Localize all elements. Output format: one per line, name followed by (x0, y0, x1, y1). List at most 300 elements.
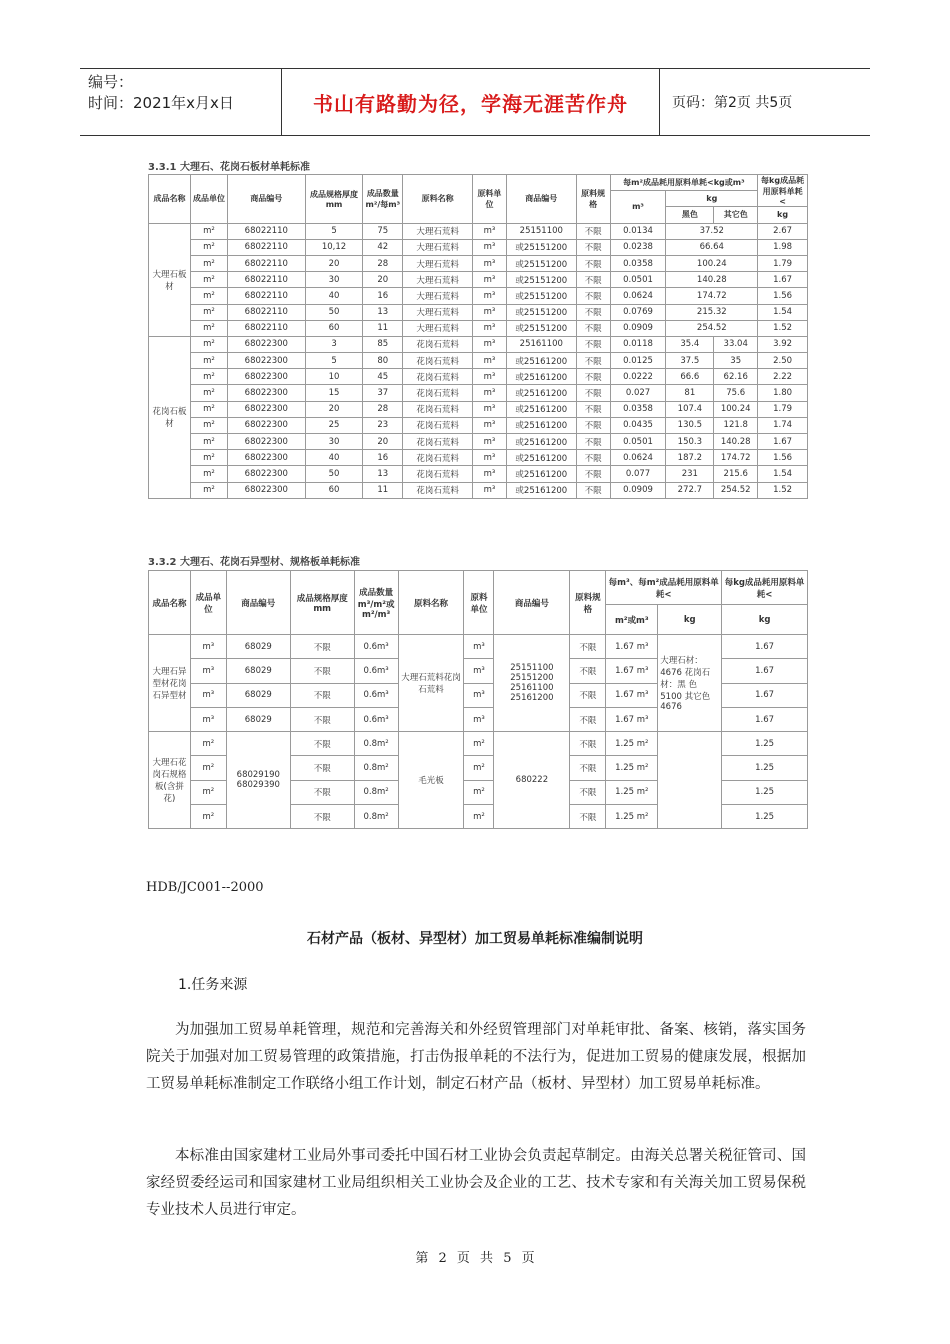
table1-cell: 或25161200 (506, 369, 576, 385)
table1-cell: 花岗石荒料 (403, 353, 473, 369)
table1-cell: 不限 (576, 255, 610, 271)
table1-cell: m² (190, 417, 227, 433)
table2-cell: 不限 (290, 659, 354, 683)
table1-cell: 40 (305, 450, 363, 466)
table1-cell: m³ (473, 272, 507, 288)
th-other: 其它色 (714, 207, 758, 223)
table1-cell: m² (190, 320, 227, 336)
table2-cell: m² (190, 756, 226, 780)
table1-cell: 大理石荒料 (403, 288, 473, 304)
table1-cell: 81 (666, 385, 714, 401)
table1-cell: m³ (473, 450, 507, 466)
table1-cell: 或25161200 (506, 385, 576, 401)
th2-product-unit: 成品单位 (190, 571, 226, 635)
table2-cell: m³ (464, 659, 494, 683)
table1-cell: 0.0769 (610, 304, 666, 320)
table1-cell: 不限 (576, 353, 610, 369)
table1-cell: 不限 (576, 239, 610, 255)
table1 (148, 174, 808, 499)
table1-cell: m³ (473, 417, 507, 433)
table1-cell: 60 (305, 320, 363, 336)
table1-cell: m³ (473, 466, 507, 482)
table1-cell: 不限 (576, 385, 610, 401)
table1-cell: 花岗石荒料 (403, 336, 473, 352)
table1-cell: 2.22 (758, 369, 808, 385)
table1-cell: 5 (305, 223, 363, 239)
table1-cell: m² (190, 466, 227, 482)
table1-cell: 68022110 (227, 239, 305, 255)
table2-material-codes: 25151100 25151200 25161100 25161200 (494, 635, 570, 732)
table1-cell: 0.0134 (610, 223, 666, 239)
table1-cell: 35.4 (666, 336, 714, 352)
table1-cell: 13 (363, 466, 403, 482)
th2-material-name: 原料名称 (398, 571, 464, 635)
table1-cell: m² (190, 401, 227, 417)
table1-cell: 62.16 (714, 369, 758, 385)
table1-cell: m³ (473, 336, 507, 352)
th-thickness: 成品规格厚度mm (305, 175, 363, 224)
table1-cell: 大理石荒料 (403, 304, 473, 320)
table1-cell: 不限 (576, 369, 610, 385)
table1-cell: 23 (363, 417, 403, 433)
table2-cell: 不限 (290, 805, 354, 829)
table1-cell: m² (190, 434, 227, 450)
table1-cell: 0.0435 (610, 417, 666, 433)
table1-cell: 150.3 (666, 434, 714, 450)
th-material-name: 原料名称 (403, 175, 473, 224)
table2-cell: 不限 (570, 756, 606, 780)
table1-cell: 13 (363, 304, 403, 320)
table1-row (149, 417, 808, 433)
table2-kg-empty (658, 732, 722, 829)
table1-cell: 45 (363, 369, 403, 385)
table2-cell: 1.25 (722, 756, 808, 780)
th-kg2: kg (758, 207, 808, 223)
table1-cell: 1.98 (758, 239, 808, 255)
table2-cell: 不限 (290, 635, 354, 659)
table1-cell: 0.0125 (610, 353, 666, 369)
table1-cell: 不限 (576, 223, 610, 239)
table1-cell: 花岗石荒料 (403, 401, 473, 417)
table1-cell: m³ (473, 482, 507, 498)
table1-cell: 或25151200 (506, 239, 576, 255)
time-label: 时间：2021年x月x日 (88, 94, 234, 112)
th-product-name: 成品名称 (149, 175, 191, 224)
table1-cell: 50 (305, 466, 363, 482)
table2-cell: 不限 (570, 683, 606, 707)
table2-cell: 1.25 m² (606, 732, 658, 756)
table1-cell: m² (190, 353, 227, 369)
table1-cell: 0.0909 (610, 482, 666, 498)
th-consumption-group: 每m²成品耗用原料单耗<kg或m³ (610, 175, 758, 191)
table1-cell: 174.72 (714, 450, 758, 466)
th-quantity: 成品数量m²/每m³ (363, 175, 403, 224)
table1-cell: 0.0222 (610, 369, 666, 385)
table1-group-label: 花岗石板材 (149, 336, 191, 498)
table1-cell: 25 (305, 417, 363, 433)
table1-cell: m² (190, 385, 227, 401)
th2-product-name: 成品名称 (149, 571, 191, 635)
table1-cell: 大理石荒料 (403, 320, 473, 336)
table1-cell: 215.6 (714, 466, 758, 482)
table1-cell: 187.2 (666, 450, 714, 466)
table2-cell: 1.67 m³ (606, 659, 658, 683)
th-material-code: 商品编号 (506, 175, 576, 224)
table1-cell: 0.0501 (610, 434, 666, 450)
table2-cell: 1.25 m² (606, 756, 658, 780)
table1-cell: 68022110 (227, 223, 305, 239)
table1-cell: 100.24 (714, 401, 758, 417)
table2-cell: 不限 (290, 683, 354, 707)
table1-cell: 3 (305, 336, 363, 352)
th-black: 黑色 (666, 207, 714, 223)
table2-cell: m² (464, 805, 494, 829)
th-material-unit: 原料单位 (473, 175, 507, 224)
table1-cell: 75.6 (714, 385, 758, 401)
table1-cell: 0.0501 (610, 272, 666, 288)
table1-caption: 3.3.1 大理石、花岗石板材单耗标准 (148, 162, 310, 173)
table1-cell: m³ (473, 223, 507, 239)
table1-cell: 25161100 (506, 336, 576, 352)
th2-quantity: 成品数量m³/m²或m²/m³ (354, 571, 398, 635)
table1-cell: m³ (473, 369, 507, 385)
table1-cell: 130.5 (666, 417, 714, 433)
table1-row (149, 223, 808, 239)
table1-row (149, 304, 808, 320)
table1-cell: 不限 (576, 482, 610, 498)
table1-cell: 75 (363, 223, 403, 239)
table1-cell: 或25151200 (506, 288, 576, 304)
table1-cell: 140.28 (666, 272, 758, 288)
table1-cell: 121.8 (714, 417, 758, 433)
table1-cell: 30 (305, 434, 363, 450)
table1-cell: 1.52 (758, 482, 808, 498)
table1-cell: 或25161200 (506, 401, 576, 417)
table2-kg-note: 大理石材：4676 花岗石材：黑 色 5100 其它色 4676 (658, 635, 722, 732)
table1-cell: 11 (363, 320, 403, 336)
table1-cell: 0.0238 (610, 239, 666, 255)
table1-cell: 85 (363, 336, 403, 352)
table1-cell: m² (190, 304, 227, 320)
table1-row (149, 336, 808, 352)
table1-cell: m² (190, 239, 227, 255)
table1-cell: 68022300 (227, 369, 305, 385)
th2-kg2: kg (722, 605, 808, 635)
table1-cell: 42 (363, 239, 403, 255)
table2-row (149, 732, 808, 756)
table1-cell: 0.077 (610, 466, 666, 482)
table1-cell: 10 (305, 369, 363, 385)
table1-cell: 16 (363, 288, 403, 304)
table2-cell: m³ (190, 659, 226, 683)
table1-cell: 花岗石荒料 (403, 434, 473, 450)
table1-cell: 不限 (576, 401, 610, 417)
table2-cell: 68029 (226, 659, 290, 683)
table1-cell: m² (190, 272, 227, 288)
table1-cell: 或25161200 (506, 482, 576, 498)
table1-cell: 100.24 (666, 255, 758, 271)
table1-cell: 68022110 (227, 288, 305, 304)
paragraph-2: 本标准由国家建材工业局外事司委托中国石材工业协会负责起草制定。由海关总署关税征管司、国家经贸委经运司和国家建材工业局组织相关工业协会及企业的工艺、技术专家和有关海关加工贸易保税专业技术人员进行审定。 (146, 1148, 806, 1218)
table1-cell: 或25161200 (506, 466, 576, 482)
table2-cell: 1.25 (722, 732, 808, 756)
table1-cell: 花岗石荒料 (403, 417, 473, 433)
table1-cell: 0.0358 (610, 401, 666, 417)
table1-cell: 3.92 (758, 336, 808, 352)
table1-cell: 不限 (576, 336, 610, 352)
table1-row (149, 369, 808, 385)
table2-cell: 0.8m² (354, 780, 398, 804)
table1-cell: 不限 (576, 272, 610, 288)
header-motto: 书山有路勤为径，学海无涯苦作舟 (282, 69, 660, 135)
table1-cell: 1.79 (758, 401, 808, 417)
table2-cell: 0.8m² (354, 805, 398, 829)
table2-cell: m³ (464, 707, 494, 731)
table1-cell: 不限 (576, 320, 610, 336)
table1-cell: 不限 (576, 288, 610, 304)
table2-cell: 1.67 (722, 707, 808, 731)
table1-cell: 2.50 (758, 353, 808, 369)
table2-cell: 0.6m³ (354, 707, 398, 731)
table1-header-row (149, 175, 808, 191)
table2-cell: 1.67 m³ (606, 707, 658, 731)
table2-cell: m³ (464, 635, 494, 659)
table1-cell: 或25151200 (506, 320, 576, 336)
table1-cell: 272.7 (666, 482, 714, 498)
table1-cell: 0.0624 (610, 288, 666, 304)
table1-cell: 254.52 (666, 320, 758, 336)
table1-cell: 28 (363, 255, 403, 271)
table1-cell: 68022300 (227, 466, 305, 482)
table1-cell: 或25161200 (506, 450, 576, 466)
table1-cell: 花岗石荒料 (403, 482, 473, 498)
table1-cell: 花岗石荒料 (403, 385, 473, 401)
table1-row (149, 353, 808, 369)
table1-cell: 35 (714, 353, 758, 369)
table2-cell: m³ (190, 635, 226, 659)
table1-cell: 大理石荒料 (403, 239, 473, 255)
table1-cell: 20 (363, 272, 403, 288)
th2-consumption-group: 每m³、每m²成品耗用原料单耗< (606, 571, 722, 605)
table1-cell: 25151100 (506, 223, 576, 239)
table2-cell: m³ (464, 683, 494, 707)
table2-cell: m² (464, 732, 494, 756)
table2-cell: 68029 (226, 635, 290, 659)
table1-cell: 或25151200 (506, 272, 576, 288)
table1-cell: 1.79 (758, 255, 808, 271)
table1-cell: 或25161200 (506, 353, 576, 369)
table1-cell: 28 (363, 401, 403, 417)
th-kg: kg (666, 191, 758, 207)
table2-cell: 1.25 m² (606, 780, 658, 804)
table1-cell: m³ (473, 239, 507, 255)
table1-cell: 花岗石荒料 (403, 450, 473, 466)
table1-cell: 5 (305, 353, 363, 369)
table1-cell: 或25161200 (506, 434, 576, 450)
table1-cell: 1.52 (758, 320, 808, 336)
th2-material-code: 商品编号 (494, 571, 570, 635)
table1-cell: m² (190, 223, 227, 239)
table1-cell: 或25151200 (506, 304, 576, 320)
table2-cell: 不限 (570, 707, 606, 731)
table1-cell: 30 (305, 272, 363, 288)
table1-cell: 140.28 (714, 434, 758, 450)
th-commodity-code: 商品编号 (227, 175, 305, 224)
table2-cell: m² (464, 756, 494, 780)
table1-cell: 20 (305, 401, 363, 417)
table2-cell: m³ (190, 683, 226, 707)
table1-cell: 1.56 (758, 450, 808, 466)
table2-cell: 1.25 (722, 780, 808, 804)
th2-commodity-code: 商品编号 (226, 571, 290, 635)
table1-cell: 68022110 (227, 272, 305, 288)
table2-cell: 不限 (290, 707, 354, 731)
table1-group-label: 大理石板材 (149, 223, 191, 336)
table2-cell: 不限 (290, 732, 354, 756)
table1-row (149, 320, 808, 336)
table1-cell: m² (190, 482, 227, 498)
table1-cell: 不限 (576, 434, 610, 450)
table2-material-name: 大理石荒料花岗石荒料 (398, 635, 464, 732)
table2-cell: m² (190, 805, 226, 829)
table1-cell: 不限 (576, 466, 610, 482)
table2-cell: 0.6m³ (354, 683, 398, 707)
table1-cell: 68022300 (227, 482, 305, 498)
table1-cell: 0.0358 (610, 255, 666, 271)
doc-title: 石材产品（板材、异型材）加工贸易单耗标准编制说明 (307, 931, 643, 947)
table1-cell: m² (190, 288, 227, 304)
table2-cell: 0.6m³ (354, 635, 398, 659)
table2-cell: 68029 (226, 707, 290, 731)
table1-cell: 68022110 (227, 304, 305, 320)
table2-cell: 不限 (570, 805, 606, 829)
table1-cell: 1.54 (758, 304, 808, 320)
th2-kg-group: 每kg成品耗用原料单耗< (722, 571, 808, 605)
table1-cell: 20 (305, 255, 363, 271)
paragraph-1: 为加强加工贸易单耗管理，规范和完善海关和外经贸管理部门对单耗审批、备案、核销，落实国务院关于加强对加工贸易管理的政策措施，打击伪报单耗的不法行为，促进加工贸易的健康发展，根据加工贸易单耗标准制定工作联络小组工作计划，制定石材产品（板材、异型材）加工贸易单耗标准。 (146, 1022, 806, 1092)
table1-cell: 107.4 (666, 401, 714, 417)
table2-cell: 0.8m² (354, 732, 398, 756)
table1-cell: m³ (473, 353, 507, 369)
table1-cell: 68022110 (227, 320, 305, 336)
table1-cell: 1.56 (758, 288, 808, 304)
table2-cell: 68029 (226, 683, 290, 707)
table2-cell: m² (190, 732, 226, 756)
table1-cell: 68022300 (227, 450, 305, 466)
table2-group-label: 大理石异型材花岗石异型材 (149, 635, 191, 732)
table1-cell: m³ (473, 401, 507, 417)
th2-material-spec: 原料规格 (570, 571, 606, 635)
table1-row (149, 434, 808, 450)
number-label: 编号： (88, 73, 134, 91)
table1-row (149, 288, 808, 304)
table2-cell: 0.8m² (354, 756, 398, 780)
table2-cell: 不限 (290, 780, 354, 804)
table2-caption: 3.3.2 大理石、花岗石异型材、规格板单耗标准 (148, 557, 360, 568)
table1-cell: 大理石荒料 (403, 272, 473, 288)
section-heading: 1.任务来源 (178, 977, 248, 993)
table1-cell: 大理石荒料 (403, 255, 473, 271)
table1-cell: 60 (305, 482, 363, 498)
table1-cell: m² (190, 450, 227, 466)
table1-cell: 215.32 (666, 304, 758, 320)
table1-cell: 40 (305, 288, 363, 304)
table1-cell: 20 (363, 434, 403, 450)
table1-row (149, 255, 808, 271)
table1-cell: m² (190, 255, 227, 271)
table1-row (149, 466, 808, 482)
table2 (148, 570, 808, 829)
table1-row (149, 385, 808, 401)
table1-cell: 68022300 (227, 385, 305, 401)
table1-cell: 0.0624 (610, 450, 666, 466)
table1-cell: 花岗石荒料 (403, 369, 473, 385)
table1-cell: 66.64 (666, 239, 758, 255)
table1-cell: 80 (363, 353, 403, 369)
table2-group-label: 大理石花岗石规格板(含拼花) (149, 732, 191, 829)
th-product-unit: 成品单位 (190, 175, 227, 224)
table1-cell: 1.80 (758, 385, 808, 401)
table1-cell: 0.0118 (610, 336, 666, 352)
table1-row (149, 401, 808, 417)
table1-cell: 10,12 (305, 239, 363, 255)
table2-cell: 不限 (290, 756, 354, 780)
table1-row (149, 482, 808, 498)
table1-cell: 1.67 (758, 434, 808, 450)
table2-cell: m² (464, 780, 494, 804)
table1-cell: 0.0909 (610, 320, 666, 336)
table1-cell: 68022300 (227, 434, 305, 450)
table1-cell: m³ (473, 385, 507, 401)
table1-cell: 68022300 (227, 353, 305, 369)
table2-cell: 1.67 m³ (606, 683, 658, 707)
table1-cell: 11 (363, 482, 403, 498)
table1-cell: 68022300 (227, 336, 305, 352)
th-material-spec: 原料规格 (576, 175, 610, 224)
table1-cell: 231 (666, 466, 714, 482)
header-page-info: 页码：第2页 共5页 (672, 95, 793, 111)
table1-cell: m³ (473, 288, 507, 304)
table1-cell: 68022110 (227, 255, 305, 271)
table1-cell: m³ (473, 255, 507, 271)
table1-cell: 68022300 (227, 417, 305, 433)
table2-header-row (149, 571, 808, 605)
table2-cell: 1.67 (722, 659, 808, 683)
table1-row (149, 272, 808, 288)
table1-cell: 花岗石荒料 (403, 466, 473, 482)
table2-cell: 1.67 (722, 683, 808, 707)
header-meta (80, 69, 282, 135)
table1-cell: 33.04 (714, 336, 758, 352)
table2-row (149, 635, 808, 659)
table1-cell: 50 (305, 304, 363, 320)
table2-cell: 不限 (570, 732, 606, 756)
table1-cell: 2.67 (758, 223, 808, 239)
table1-cell: m³ (473, 304, 507, 320)
table2-material-codes: 680222 (494, 732, 570, 829)
th2-kg: kg (658, 605, 722, 635)
table1-cell: 16 (363, 450, 403, 466)
th2-m2m3: m²或m³ (606, 605, 658, 635)
table2-cell: m² (190, 780, 226, 804)
table2-cell: 不限 (570, 659, 606, 683)
table1-cell: 37 (363, 385, 403, 401)
table1-cell: 1.74 (758, 417, 808, 433)
table2-cell: 1.25 m² (606, 805, 658, 829)
table1-cell: 大理石荒料 (403, 223, 473, 239)
table2-cell: 1.25 (722, 805, 808, 829)
table1-cell: m³ (473, 434, 507, 450)
